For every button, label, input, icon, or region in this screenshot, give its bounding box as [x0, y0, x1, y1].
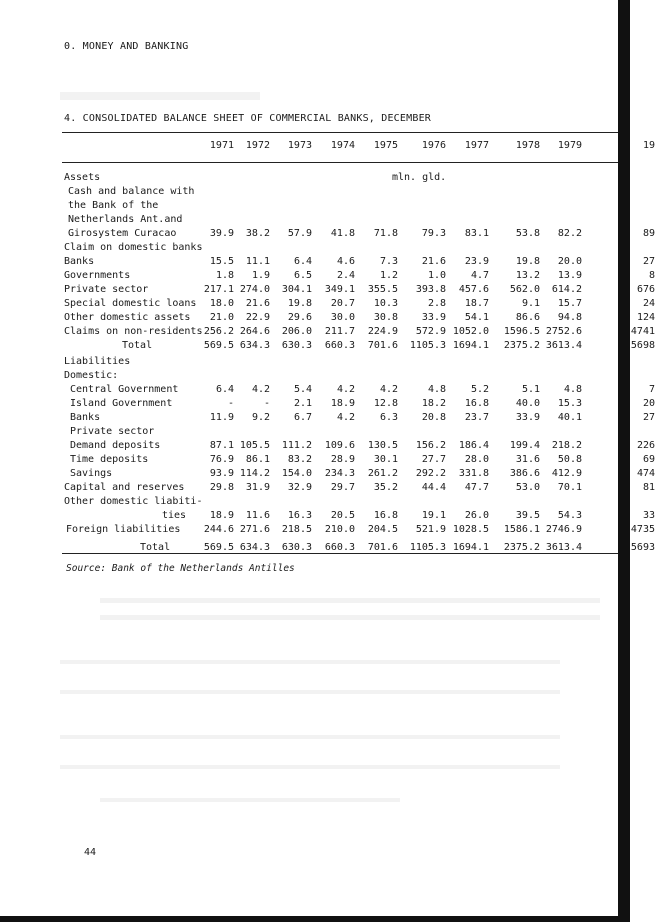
table-row	[0, 496, 630, 509]
table-cell: 18.2	[421, 398, 446, 409]
table-cell: 5.2	[470, 384, 489, 395]
row-label: Banks	[64, 256, 95, 267]
table-cell: 210.0	[324, 524, 355, 535]
table-cell: 1586.1	[503, 524, 540, 535]
table-cell: 21.0	[209, 312, 234, 323]
table-cell: 701.6	[367, 542, 398, 553]
table-cell: 4741	[630, 326, 655, 337]
table-cell: 217.1	[203, 284, 234, 295]
table-cell: 5.1	[521, 384, 540, 395]
table-cell: 53.0	[515, 482, 540, 493]
table-cell: 1.9	[251, 270, 270, 281]
table-row	[0, 440, 655, 453]
table-cell: 569.5	[203, 542, 234, 553]
table-cell: 224.9	[367, 326, 398, 337]
table-cell: 31.6	[515, 454, 540, 465]
table-cell: 234.3	[324, 468, 355, 479]
table-cell: 4.8	[427, 384, 446, 395]
table-cell: 9.1	[521, 298, 540, 309]
table-cell: 35.2	[373, 482, 398, 493]
section-title: 0. MONEY AND BANKING	[64, 41, 189, 52]
table-cell: 23.9	[464, 256, 489, 267]
row-label: Capital and reserves	[64, 482, 185, 493]
table-cell: 83.2	[287, 454, 312, 465]
table-cell: 32.9	[287, 482, 312, 493]
table-cell: 199.4	[509, 440, 540, 451]
table-row	[0, 356, 630, 369]
table-cell: 271.6	[239, 524, 270, 535]
table-cell: 20	[642, 398, 655, 409]
table-cell: 89	[642, 228, 655, 239]
table-cell: 218.5	[281, 524, 312, 535]
table-cell: 82.2	[557, 228, 582, 239]
row-label: Total	[122, 340, 153, 351]
row-label: Liabilities	[64, 356, 131, 367]
table-row	[0, 256, 655, 269]
table-cell: 20.5	[330, 510, 355, 521]
table-row	[0, 172, 630, 185]
table-cell: 1.0	[427, 270, 446, 281]
table-cell: 70.1	[557, 482, 582, 493]
table-cell: 186.4	[458, 440, 489, 451]
table-cell: 81	[642, 482, 655, 493]
table-cell: 18.9	[209, 510, 234, 521]
table-cell: 16.3	[287, 510, 312, 521]
table-cell: 676	[636, 284, 655, 295]
table-row	[0, 270, 655, 283]
table-row	[0, 242, 630, 255]
table-cell: 124	[636, 312, 655, 323]
table-row	[0, 468, 655, 481]
table-cell: 19.8	[515, 256, 540, 267]
table-cell: 6.3	[379, 412, 398, 423]
table-cell: 109.6	[324, 440, 355, 451]
table-row	[0, 228, 655, 241]
table-cell: 15.3	[557, 398, 582, 409]
table-row	[0, 412, 655, 425]
table-cell: 38.2	[245, 228, 270, 239]
row-label: Claim on domestic banks	[64, 242, 203, 253]
table-cell: 33.9	[421, 312, 446, 323]
table-cell: 40.0	[515, 398, 540, 409]
table-cell: 1105.3	[409, 542, 446, 553]
table-cell: 16.8	[373, 510, 398, 521]
table-cell: 19.8	[287, 298, 312, 309]
table-cell: 1052.0	[452, 326, 489, 337]
table-cell: 4.8	[563, 384, 582, 395]
table-cell: 1694.1	[452, 340, 489, 351]
table-header-rule	[62, 162, 622, 163]
table-cell: 29.7	[330, 482, 355, 493]
row-label: Other domestic assets	[64, 312, 191, 323]
table-cell: 105.5	[239, 440, 270, 451]
table-top-rule	[62, 132, 622, 133]
table-cell: 50.8	[557, 454, 582, 465]
table-cell: 57.9	[287, 228, 312, 239]
table-cell: 226	[636, 440, 655, 451]
table-cell: 154.0	[281, 468, 312, 479]
table-cell: 22.9	[245, 312, 270, 323]
scan-edge-right	[618, 0, 630, 922]
table-cell: 15.5	[209, 256, 234, 267]
year-header: 1976	[421, 140, 446, 151]
source-note: Source: Bank of the Netherlands Antilles	[66, 563, 295, 574]
table-cell: 660.3	[324, 542, 355, 553]
table-cell: 7	[648, 384, 655, 395]
table-row	[0, 312, 655, 325]
table-cell: 33	[642, 510, 655, 521]
table-cell: 9.2	[251, 412, 270, 423]
table-cell: 54.3	[557, 510, 582, 521]
table-cell: 11.9	[209, 412, 234, 423]
table-cell: 87.1	[209, 440, 234, 451]
table-row	[0, 370, 630, 383]
row-label: the Bank of the	[68, 200, 159, 211]
table-title: 4. CONSOLIDATED BALANCE SHEET OF COMMERCIAL BANKS, DECEMBER	[64, 113, 432, 124]
table-cell: 4.7	[470, 270, 489, 281]
table-cell: 18.7	[464, 298, 489, 309]
table-cell: 204.5	[367, 524, 398, 535]
table-cell: 13.9	[557, 270, 582, 281]
table-cell: 71.8	[373, 228, 398, 239]
table-cell: 24	[642, 298, 655, 309]
table-cell: 29.8	[209, 482, 234, 493]
table-cell: 20.7	[330, 298, 355, 309]
table-cell: 6.5	[293, 270, 312, 281]
table-cell: 614.2	[551, 284, 582, 295]
table-cell: 355.5	[367, 284, 398, 295]
table-cell: 2.8	[427, 298, 446, 309]
table-cell: 274.0	[239, 284, 270, 295]
table-cell: 211.7	[324, 326, 355, 337]
year-header: 1978	[515, 140, 540, 151]
table-row	[0, 454, 655, 467]
row-label: ties	[162, 510, 187, 521]
table-cell: 30.0	[330, 312, 355, 323]
table-cell: 2375.2	[503, 542, 540, 553]
row-label: Claims on non-residents	[64, 326, 203, 337]
table-cell: 8	[648, 270, 655, 281]
row-label: Private sector	[64, 284, 149, 295]
table-cell: 19.1	[421, 510, 446, 521]
table-cell: 86.6	[515, 312, 540, 323]
table-cell: -	[227, 398, 234, 409]
table-cell: 13.2	[515, 270, 540, 281]
table-cell: 23.7	[464, 412, 489, 423]
row-label: Girosystem Curacao	[68, 228, 177, 239]
table-cell: 412.9	[551, 468, 582, 479]
table-cell: 5.4	[293, 384, 312, 395]
table-cell: 39.9	[209, 228, 234, 239]
row-label: Special domestic loans	[64, 298, 197, 309]
row-label: Domestic:	[64, 370, 119, 381]
table-cell: 11.1	[245, 256, 270, 267]
table-cell: 26.0	[464, 510, 489, 521]
row-label: Cash and balance with	[68, 186, 195, 197]
year-header: 1975	[373, 140, 398, 151]
table-cell: 156.2	[415, 440, 446, 451]
table-cell: 264.6	[239, 326, 270, 337]
table-row	[0, 200, 630, 213]
table-cell: 474	[636, 468, 655, 479]
table-cell: 4.2	[251, 384, 270, 395]
table-row	[0, 298, 655, 311]
table-cell: 12.8	[373, 398, 398, 409]
page-number: 44	[84, 847, 97, 858]
table-cell: 18.9	[330, 398, 355, 409]
year-header: 1979	[557, 140, 582, 151]
table-cell: 11.6	[245, 510, 270, 521]
table-cell: 634.3	[239, 542, 270, 553]
table-cell: 47.7	[464, 482, 489, 493]
table-cell: 130.5	[367, 440, 398, 451]
table-cell: 569.5	[203, 340, 234, 351]
table-cell: 41.8	[330, 228, 355, 239]
table-cell: 28.0	[464, 454, 489, 465]
table-cell: 572.9	[415, 326, 446, 337]
table-cell: 630.3	[281, 542, 312, 553]
table-cell: 1694.1	[452, 542, 489, 553]
table-cell: -	[263, 398, 270, 409]
table-cell: 4.2	[379, 384, 398, 395]
table-row	[0, 340, 655, 353]
row-label: Total	[140, 542, 171, 553]
table-row	[0, 384, 655, 397]
table-cell: 304.1	[281, 284, 312, 295]
table-cell: 111.2	[281, 440, 312, 451]
table-cell: 4.2	[336, 384, 355, 395]
table-cell: 1.2	[379, 270, 398, 281]
row-label: Private sector	[70, 426, 155, 437]
table-cell: 27.7	[421, 454, 446, 465]
table-cell: 562.0	[509, 284, 540, 295]
table-row	[0, 398, 655, 411]
table-cell: 30.8	[373, 312, 398, 323]
table-cell: 86.1	[245, 454, 270, 465]
table-cell: 93.9	[209, 468, 234, 479]
table-cell: 114.2	[239, 468, 270, 479]
year-header: 1977	[464, 140, 489, 151]
table-cell: 218.2	[551, 440, 582, 451]
row-label: Banks	[70, 412, 101, 423]
row-label: Netherlands Ant.and	[68, 214, 183, 225]
row-label: Island Government	[70, 398, 173, 409]
table-cell: 292.2	[415, 468, 446, 479]
table-row	[0, 326, 655, 339]
table-cell: 44.4	[421, 482, 446, 493]
table-cell: 521.9	[415, 524, 446, 535]
table-cell: 634.3	[239, 340, 270, 351]
row-label: Assets	[64, 172, 101, 183]
table-cell: 7.3	[379, 256, 398, 267]
table-row	[0, 482, 655, 495]
table-cell: 244.6	[203, 524, 234, 535]
table-cell: 76.9	[209, 454, 234, 465]
table-row	[0, 510, 655, 523]
unit-label: mln. gld.	[392, 172, 447, 183]
table-cell: 2.1	[293, 398, 312, 409]
table-cell: 29.6	[287, 312, 312, 323]
table-cell: 630.3	[281, 340, 312, 351]
table-cell: 5693	[630, 542, 655, 553]
table-cell: 2.4	[336, 270, 355, 281]
table-row	[0, 524, 655, 537]
table-cell: 20.0	[557, 256, 582, 267]
year-header: 1972	[245, 140, 270, 151]
table-cell: 15.7	[557, 298, 582, 309]
table-cell: 6.4	[215, 384, 234, 395]
table-cell: 660.3	[324, 340, 355, 351]
row-label: Governments	[64, 270, 131, 281]
table-row	[0, 426, 630, 439]
table-cell: 27	[642, 412, 655, 423]
table-cell: 40.1	[557, 412, 582, 423]
table-cell: 1028.5	[452, 524, 489, 535]
table-cell: 18.0	[209, 298, 234, 309]
year-header: 19	[642, 140, 655, 151]
table-bottom-rule	[62, 553, 622, 554]
table-row	[0, 284, 655, 297]
table-cell: 53.8	[515, 228, 540, 239]
table-cell: 28.9	[330, 454, 355, 465]
table-cell: 457.6	[458, 284, 489, 295]
row-label: Foreign liabilities	[66, 524, 181, 535]
table-cell: 331.8	[458, 468, 489, 479]
table-cell: 2375.2	[503, 340, 540, 351]
table-cell: 31.9	[245, 482, 270, 493]
table-cell: 10.3	[373, 298, 398, 309]
table-cell: 386.6	[509, 468, 540, 479]
table-cell: 83.1	[464, 228, 489, 239]
table-cell: 1596.5	[503, 326, 540, 337]
row-label: Other domestic liabiti-	[64, 496, 203, 507]
year-header: 1974	[330, 140, 355, 151]
table-cell: 349.1	[324, 284, 355, 295]
table-row	[0, 186, 630, 199]
table-cell: 79.3	[421, 228, 446, 239]
table-cell: 393.8	[415, 284, 446, 295]
table-cell: 256.2	[203, 326, 234, 337]
table-cell: 701.6	[367, 340, 398, 351]
table-cell: 2752.6	[545, 326, 582, 337]
table-cell: 1105.3	[409, 340, 446, 351]
row-label: Central Government	[70, 384, 179, 395]
table-row	[0, 214, 630, 227]
table-cell: 21.6	[421, 256, 446, 267]
table-cell: 261.2	[367, 468, 398, 479]
table-cell: 4.2	[336, 412, 355, 423]
table-cell: 5698	[630, 340, 655, 351]
table-cell: 206.0	[281, 326, 312, 337]
table-cell: 16.8	[464, 398, 489, 409]
table-cell: 69	[642, 454, 655, 465]
table-cell: 4.6	[336, 256, 355, 267]
year-header: 1971	[209, 140, 234, 151]
table-cell: 39.5	[515, 510, 540, 521]
year-header: 1973	[287, 140, 312, 151]
scan-edge-bottom	[0, 916, 630, 922]
table-cell: 20.8	[421, 412, 446, 423]
table-cell: 27	[642, 256, 655, 267]
table-cell: 94.8	[557, 312, 582, 323]
table-cell: 3613.4	[545, 340, 582, 351]
row-label: Demand deposits	[70, 440, 161, 451]
row-label: Time deposits	[70, 454, 149, 465]
table-cell: 1.8	[215, 270, 234, 281]
table-cell: 30.1	[373, 454, 398, 465]
table-cell: 2746.9	[545, 524, 582, 535]
row-label: Savings	[70, 468, 113, 479]
table-cell: 21.6	[245, 298, 270, 309]
table-cell: 54.1	[464, 312, 489, 323]
table-cell: 3613.4	[545, 542, 582, 553]
table-cell: 4735	[630, 524, 655, 535]
table-cell: 33.9	[515, 412, 540, 423]
table-cell: 6.7	[293, 412, 312, 423]
table-cell: 6.4	[293, 256, 312, 267]
